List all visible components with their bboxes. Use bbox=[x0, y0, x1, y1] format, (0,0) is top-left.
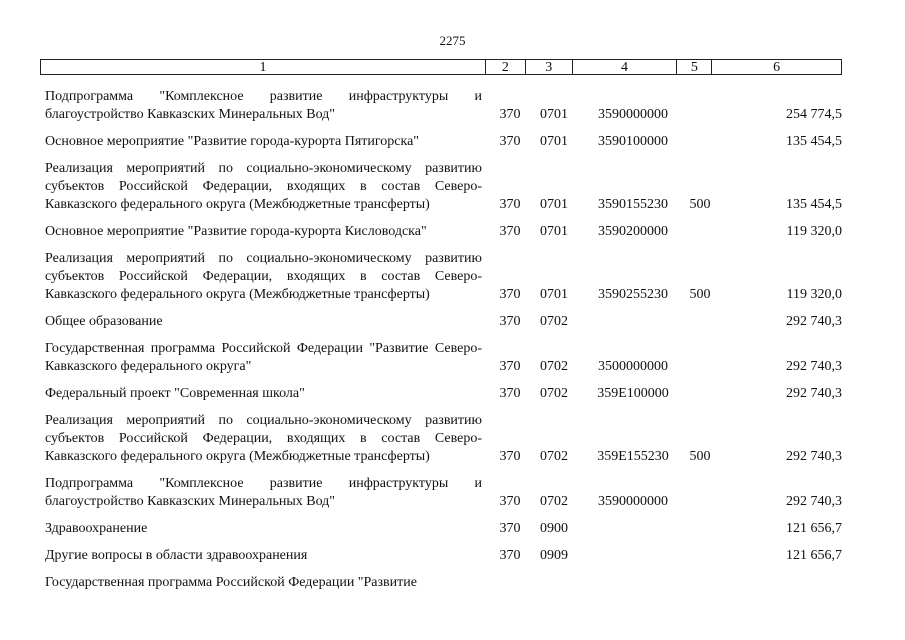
row-col-2: 370 bbox=[499, 224, 521, 239]
table-body bbox=[45, 88, 845, 601]
row-col-4: 3590200000 bbox=[598, 224, 668, 239]
row-name: Реализация мероприятий по социально-экономическому развитию субъектов Российской Федерации, входящих в состав Северо-Кавказского федерального округа (Межбюджетные трансферты) bbox=[45, 251, 482, 302]
row-col-4: 3590255230 bbox=[598, 287, 668, 302]
header-col-5: 5 bbox=[676, 60, 711, 74]
row-col-3: 0702 bbox=[540, 494, 568, 509]
table-row bbox=[45, 385, 845, 403]
row-col-4: 3590155230 bbox=[598, 197, 668, 212]
row-col-6: 119 320,0 bbox=[786, 224, 842, 239]
table-row bbox=[45, 574, 845, 592]
row-name: Подпрограмма "Комплексное развитие инфраструктуры и благоустройство Кавказских Минеральных Вод" bbox=[45, 89, 482, 122]
row-col-4: 359E100000 bbox=[597, 386, 669, 401]
row-name: Государственная программа Российской Федерации "Развитие bbox=[45, 575, 417, 590]
row-col-5: 500 bbox=[689, 197, 711, 212]
row-col-3: 0701 bbox=[540, 224, 568, 239]
row-col-6: 135 454,5 bbox=[786, 197, 842, 212]
row-name: Реализация мероприятий по социально-экономическому развитию субъектов Российской Федерации, входящих в состав Северо-Кавказского федерального округа (Межбюджетные трансферты) bbox=[45, 161, 482, 212]
table-header bbox=[40, 59, 842, 75]
row-col-2: 370 bbox=[499, 359, 521, 374]
table-row bbox=[45, 475, 845, 511]
table-row bbox=[45, 547, 845, 565]
row-col-2: 370 bbox=[499, 197, 521, 212]
row-col-3: 0701 bbox=[540, 107, 568, 122]
row-col-6: 121 656,7 bbox=[786, 548, 842, 563]
row-col-6: 254 774,5 bbox=[786, 107, 842, 122]
row-col-6: 292 740,3 bbox=[786, 449, 842, 464]
row-col-2: 370 bbox=[499, 134, 521, 149]
row-col-4: 359E155230 bbox=[597, 449, 669, 464]
table-row bbox=[45, 223, 845, 241]
row-col-2: 370 bbox=[499, 449, 521, 464]
row-col-3: 0900 bbox=[540, 521, 568, 536]
row-col-2: 370 bbox=[499, 314, 521, 329]
row-col-3: 0701 bbox=[540, 197, 568, 212]
row-col-2: 370 bbox=[499, 107, 521, 122]
row-col-3: 0909 bbox=[540, 548, 568, 563]
row-col-3: 0702 bbox=[540, 359, 568, 374]
row-name: Общее образование bbox=[45, 314, 163, 329]
row-col-5: 500 bbox=[689, 287, 711, 302]
table-row bbox=[45, 250, 845, 304]
row-col-3: 0702 bbox=[540, 449, 568, 464]
row-col-5: 500 bbox=[689, 449, 711, 464]
row-col-4: 3590100000 bbox=[598, 134, 668, 149]
row-name: Основное мероприятие "Развитие города-курорта Кисловодска" bbox=[45, 224, 427, 239]
row-col-2: 370 bbox=[499, 287, 521, 302]
row-col-2: 370 bbox=[499, 494, 521, 509]
row-col-2: 370 bbox=[499, 521, 521, 536]
row-name: Другие вопросы в области здравоохранения bbox=[45, 548, 308, 563]
row-col-2: 370 bbox=[499, 548, 521, 563]
header-col-2: 2 bbox=[485, 60, 525, 74]
row-col-6: 121 656,7 bbox=[786, 521, 842, 536]
table-row bbox=[45, 412, 845, 466]
row-col-3: 0701 bbox=[540, 134, 568, 149]
table-row bbox=[45, 133, 845, 151]
header-col-6: 6 bbox=[711, 60, 841, 74]
row-name: Основное мероприятие "Развитие города-курорта Пятигорска" bbox=[45, 134, 419, 149]
table-row bbox=[45, 88, 845, 124]
row-col-6: 292 740,3 bbox=[786, 386, 842, 401]
header-col-1: 1 bbox=[259, 60, 267, 75]
table-row bbox=[45, 520, 845, 538]
header-col-4: 4 bbox=[572, 60, 677, 74]
table-row bbox=[45, 340, 845, 376]
row-name: Здравоохранение bbox=[45, 521, 148, 536]
row-name: Федеральный проект "Современная школа" bbox=[45, 386, 305, 401]
row-col-6: 292 740,3 bbox=[786, 494, 842, 509]
row-col-4: 3590000000 bbox=[598, 494, 668, 509]
header-col-3: 3 bbox=[525, 60, 572, 74]
row-name: Реализация мероприятий по социально-экономическому развитию субъектов Российской Федерации, входящих в состав Северо-Кавказского федерального округа (Межбюджетные трансферты) bbox=[45, 413, 482, 464]
row-col-6: 119 320,0 bbox=[786, 287, 842, 302]
page-number: 2275 bbox=[439, 33, 466, 48]
row-col-4: 3500000000 bbox=[598, 359, 668, 374]
table-row bbox=[45, 313, 845, 331]
table-row bbox=[45, 160, 845, 214]
row-col-6: 135 454,5 bbox=[786, 134, 842, 149]
row-name: Государственная программа Российской Федерации "Развитие Северо-Кавказского федерального округа" bbox=[45, 341, 482, 374]
row-col-6: 292 740,3 bbox=[786, 314, 842, 329]
row-col-3: 0702 bbox=[540, 386, 568, 401]
row-col-3: 0701 bbox=[540, 287, 568, 302]
row-name: Подпрограмма "Комплексное развитие инфраструктуры и благоустройство Кавказских Минеральных Вод" bbox=[45, 476, 482, 509]
row-col-6: 292 740,3 bbox=[786, 359, 842, 374]
row-col-4: 3590000000 bbox=[598, 107, 668, 122]
row-col-2: 370 bbox=[499, 386, 521, 401]
row-col-3: 0702 bbox=[540, 314, 568, 329]
